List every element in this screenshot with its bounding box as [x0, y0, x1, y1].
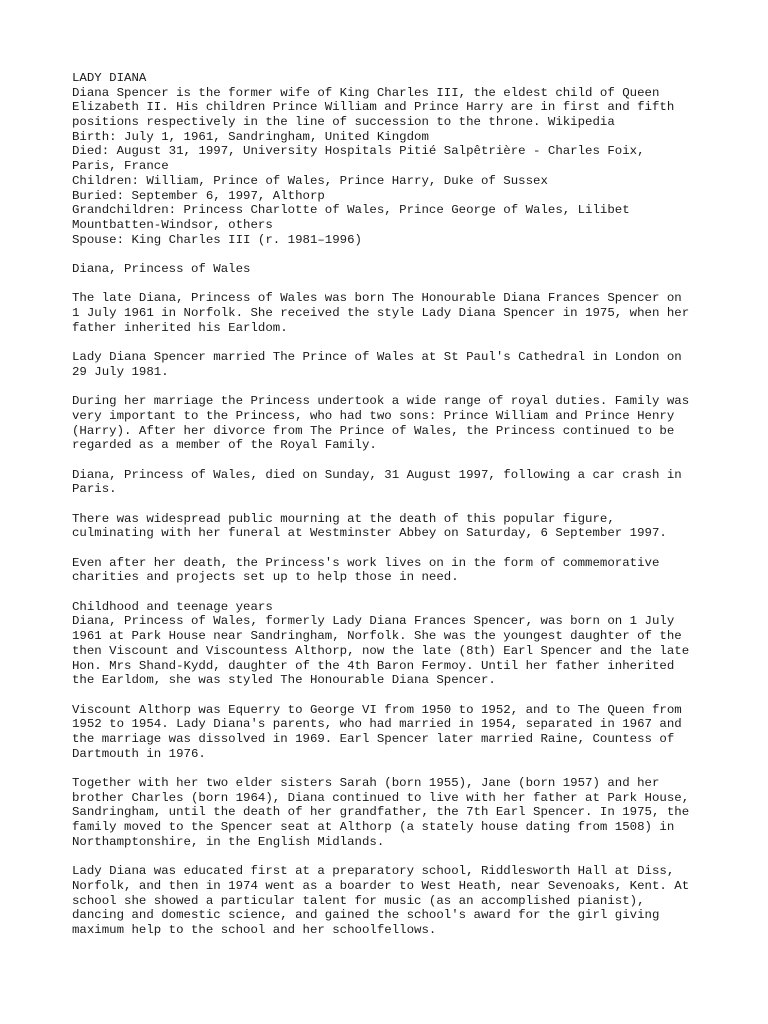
text-line: positions respectively in the line of succession to the throne. Wikipedia: [72, 115, 615, 130]
paragraph-gap: [72, 761, 712, 776]
text-line: family moved to the Spencer seat at Althorp (a stately house dating from 1508) in: [72, 820, 675, 835]
paragraph-gap: [72, 247, 712, 262]
text-line: the marriage was dissolved in 1969. Earl Spencer later married Raine, Countess of: [72, 731, 675, 746]
text-line: Dartmouth in 1976.: [72, 746, 206, 761]
text-line: Died: August 31, 1997, University Hospitals Pitié Salpêtrière - Charles Foix,: [72, 144, 645, 159]
text-line: Diana, Princess of Wales, formerly Lady Diana Frances Spencer, was born on 1 July: [72, 614, 675, 629]
paragraph-gap: [72, 688, 712, 703]
text-line: Even after her death, the Princess's work lives on in the form of commemorative: [72, 555, 660, 570]
text-line: culminating with her funeral at Westminster Abbey on Saturday, 6 September 1997.: [72, 526, 667, 541]
text-line: 29 July 1981.: [72, 364, 169, 379]
text-line: (Harry). After her divorce from The Prince of Wales, the Princess continued to be: [72, 423, 675, 438]
text-line: father inherited his Earldom.: [72, 320, 288, 335]
paragraph-gap: [72, 849, 712, 864]
paragraph: [72, 71, 712, 247]
paragraph: [72, 703, 712, 762]
paragraph-gap: [72, 497, 712, 512]
paragraph: [72, 864, 712, 937]
text-line: the Earldom, she was styled The Honourable Diana Spencer.: [72, 673, 496, 688]
text-line: then Viscount and Viscountess Althorp, now the late (8th) Earl Spencer and the late: [72, 643, 690, 658]
text-line: school she showed a particular talent for music (as an accomplished pianist),: [72, 893, 645, 908]
paragraph-gap: [72, 379, 712, 394]
paragraph-gap: [72, 541, 712, 556]
text-line: Buried: September 6, 1997, Althorp: [72, 188, 325, 203]
paragraph: [72, 394, 712, 453]
text-line: Childhood and teenage years: [72, 599, 273, 614]
text-line: Together with her two elder sisters Sarah (born 1955), Jane (born 1957) and her: [72, 776, 660, 790]
text-line: Birth: July 1, 1961, Sandringham, United Kingdom: [72, 129, 429, 144]
paragraph: [72, 600, 712, 688]
text-line: Diana, Princess of Wales, died on Sunday, 31 August 1997, following a car crash in: [72, 467, 682, 482]
text-line: Northamptonshire, in the English Midlands.: [72, 834, 385, 849]
text-line: Children: William, Prince of Wales, Prince Harry, Duke of Sussex: [72, 173, 548, 188]
text-line: Diana, Princess of Wales: [72, 261, 251, 276]
paragraph-gap: [72, 453, 712, 468]
text-line: 1952 to 1954. Lady Diana's parents, who had married in 1954, separated in 1967 and: [72, 717, 682, 732]
text-line: brother Charles (born 1964), Diana continued to live with her father at Park House,: [72, 790, 690, 805]
paragraph: [72, 512, 712, 541]
text-line: Spouse: King Charles III (r. 1981–1996): [72, 232, 362, 247]
paragraph: [72, 291, 712, 335]
text-line: dancing and domestic science, and gained the school's award for the girl giving: [72, 908, 660, 923]
paragraph: [72, 556, 712, 585]
paragraph: [72, 776, 712, 849]
text-line: During her marriage the Princess undertook a wide range of royal duties. Family was: [72, 394, 690, 409]
text-line: Lady Diana was educated first at a preparatory school, Riddlesworth Hall at Diss,: [72, 864, 675, 879]
text-line: Hon. Mrs Shand-Kydd, daughter of the 4th Baron Fermoy. Until her father inherited: [72, 658, 675, 673]
text-line: 1961 at Park House near Sandringham, Norfolk. She was the youngest daughter of the: [72, 629, 682, 644]
text-line: very important to the Princess, who had two sons: Prince William and Prince Henry: [72, 408, 675, 423]
text-line: Mountbatten-Windsor, others: [72, 217, 273, 232]
paragraph: [72, 468, 712, 497]
paragraph: [72, 350, 712, 379]
text-line: The late Diana, Princess of Wales was born The Honourable Diana Frances Spencer on: [72, 291, 682, 306]
paragraph-gap: [72, 585, 712, 600]
paragraph-gap: [72, 335, 712, 350]
text-line: Lady Diana Spencer married The Prince of Wales at St Paul's Cathedral in London on: [72, 350, 682, 365]
text-line: Diana Spencer is the former wife of King Charles III, the eldest child of Queen: [72, 85, 660, 100]
text-line: charities and projects set up to help those in need.: [72, 570, 459, 585]
text-line: LADY DIANA: [72, 71, 147, 85]
text-line: Paris, France: [72, 159, 169, 174]
text-line: Norfolk, and then in 1974 went as a boarder to West Heath, near Sevenoaks, Kent. At: [72, 878, 690, 893]
text-line: There was widespread public mourning at the death of this popular figure,: [72, 511, 615, 526]
text-line: maximum help to the school and her schoolfellows.: [72, 922, 437, 937]
text-line: Paris.: [72, 482, 117, 497]
paragraph: [72, 262, 712, 277]
text-line: Elizabeth II. His children Prince William and Prince Harry are in first and fifth: [72, 100, 675, 115]
text-line: 1 July 1961 in Norfolk. She received the style Lady Diana Spencer in 1975, when her: [72, 306, 690, 320]
text-line: Grandchildren: Princess Charlotte of Wales, Prince George of Wales, Lilibet: [72, 203, 630, 218]
text-line: regarded as a member of the Royal Family.: [72, 438, 377, 453]
text-line: Viscount Althorp was Equerry to George VI from 1950 to 1952, and to The Queen from: [72, 702, 682, 717]
document-body: [72, 71, 712, 938]
paragraph-gap: [72, 277, 712, 292]
text-line: Sandringham, until the death of her grandfather, the 7th Earl Spencer. In 1975, the: [72, 805, 690, 820]
